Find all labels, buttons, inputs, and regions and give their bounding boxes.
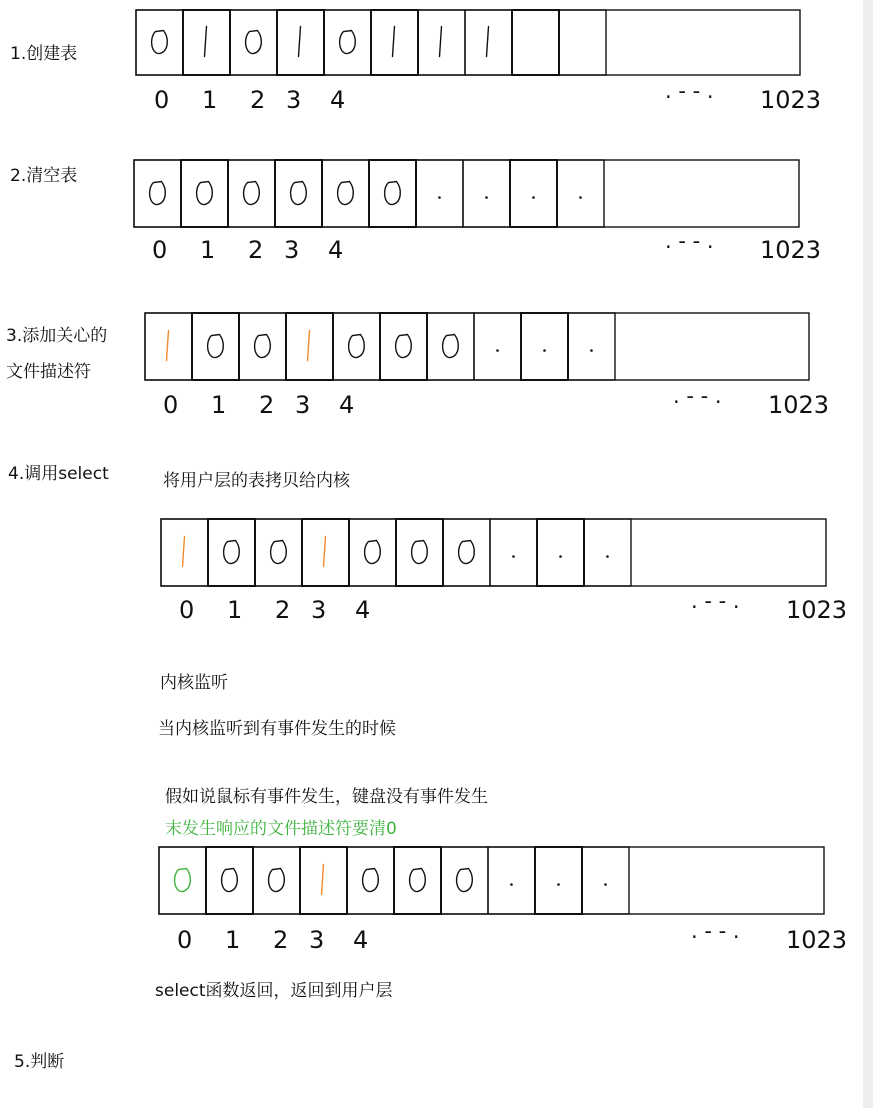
cell-value [340,31,356,54]
table-cell [535,847,582,914]
table-cell [300,847,347,914]
table-cell [253,847,300,914]
table-outline [136,10,800,75]
index-label: 3 [309,926,325,954]
index-label: 3 [295,391,311,419]
cell-value [557,883,560,886]
cell-value [396,335,412,358]
index-end-label: 1023 [786,596,848,624]
cell-value [438,196,441,199]
index-ellipsis: . - - . [665,229,714,253]
index-label: 0 [152,236,168,264]
index-label: 4 [328,236,344,264]
step-1-label: 1.创建表 [10,44,78,64]
table-cell [322,160,369,227]
table-cell [512,10,559,75]
table-cell [275,160,322,227]
table-cell [206,847,253,914]
cell-value [308,331,310,361]
cell-value [222,869,238,892]
index-label: 1 [200,236,216,264]
cell-value [457,869,473,892]
cell-value [338,182,354,205]
table-outline [161,519,826,586]
table-cell [208,519,255,586]
cell-value [579,196,582,199]
step-5-label: 5.判断 [14,1052,65,1072]
cell-value [205,27,207,57]
table-cell [371,10,418,75]
table-cell [465,10,512,75]
index-label: 4 [339,391,355,419]
table-cell [443,519,490,586]
table-cell [584,519,631,586]
table-cell [537,519,584,586]
cell-value [246,31,262,54]
index-ellipsis: . - - . [691,919,740,943]
table-cell [463,160,510,227]
note-on-event: 当内核监听到有事件发生的时候 [158,719,396,739]
fd-table-cleared [134,160,821,264]
cell-value [440,27,442,57]
cell-value [532,196,535,199]
cell-value [208,335,224,358]
cell-value [244,182,260,205]
fd-table-added [145,313,829,419]
cell-value [322,865,324,895]
table-cell [369,160,416,227]
index-label: 4 [353,926,369,954]
index-label: 2 [273,926,289,954]
table-cell [277,10,324,75]
table-cell [183,10,230,75]
cell-value [150,182,166,205]
cell-value [412,541,428,564]
fd-table-returned [159,847,847,954]
index-label: 0 [179,596,195,624]
note-copy-to-kernel: 将用户层的表拷贝给内核 [163,471,350,491]
table-cell [380,313,427,380]
fd-table-created [136,10,821,114]
index-label: 3 [311,596,327,624]
index-label: 2 [250,86,266,114]
cell-value [443,335,459,358]
index-label: 1 [225,926,241,954]
cell-value [175,869,191,892]
cell-value [604,883,607,886]
table-outline [159,847,824,914]
index-ellipsis: . - - . [665,79,714,103]
cell-value [410,869,426,892]
index-label: 1 [211,391,227,419]
cell-value [487,27,489,57]
step-3-label-line1: 3.添加关心的 [6,326,108,346]
fd-table-copied [161,519,847,624]
index-end-label: 1023 [760,236,822,264]
cell-value [183,537,185,567]
cell-value [255,335,271,358]
table-cell [134,160,181,227]
table-cell [239,313,286,380]
index-label: 4 [330,86,346,114]
cell-value [271,541,287,564]
table-cell [161,519,208,586]
cell-value [559,555,562,558]
note-mouse-event: 假如说鼠标有事件发生，键盘没有事件发生 [165,787,488,807]
table-cell [136,10,183,75]
cell-value [393,27,395,57]
note-kernel-listen: 内核监听 [160,673,228,693]
cell-value [291,182,307,205]
index-ellipsis: . - - . [673,384,722,408]
cell-value [485,196,488,199]
cell-value [365,541,381,564]
cell-value [590,349,593,352]
table-cell [255,519,302,586]
step-2-label: 2.清空表 [10,166,78,186]
cell-value [459,541,475,564]
note-select-return: select函数返回，返回到用户层 [155,981,393,1001]
cell-value [385,182,401,205]
index-label: 0 [163,391,179,419]
index-end-label: 1023 [786,926,848,954]
note-clear-unresponsive: 末发生响应的文件描述符要清0 [165,819,397,839]
cell-value [152,31,168,54]
cell-value [197,182,213,205]
cell-value [167,331,169,361]
table-cell [302,519,349,586]
table-cell [347,847,394,914]
index-label: 4 [355,596,371,624]
index-end-label: 1023 [768,391,830,419]
step-4-label: 4.调用select [8,464,109,484]
table-cell [181,160,228,227]
table-cell [557,160,604,227]
index-label: 1 [227,596,243,624]
table-cell [333,313,380,380]
cell-value [510,883,513,886]
table-cell [396,519,443,586]
index-label: 0 [177,926,193,954]
table-cell [394,847,441,914]
cell-value [606,555,609,558]
table-cell [427,313,474,380]
cell-value [299,27,301,57]
table-cell [521,313,568,380]
cell-value [224,541,240,564]
table-cell [488,847,535,914]
cell-value [512,555,515,558]
cell-value [543,349,546,352]
index-label: 2 [259,391,275,419]
table-cell [490,519,537,586]
index-ellipsis: . - - . [691,589,740,613]
index-label: 0 [154,86,170,114]
table-cell [349,519,396,586]
cell-value [363,869,379,892]
table-cell [568,313,615,380]
index-label: 1 [202,86,218,114]
table-cell [192,313,239,380]
table-cell [324,10,371,75]
table-cell [228,160,275,227]
table-outline [145,313,809,380]
step-3-label-line2: 文件描述符 [6,362,91,382]
table-cell [145,313,192,380]
table-cell [559,10,606,75]
table-cell [582,847,629,914]
table-cell [230,10,277,75]
table-cell [159,847,206,914]
index-label: 3 [286,86,302,114]
table-cell [510,160,557,227]
index-label: 3 [284,236,300,264]
cell-value [349,335,365,358]
cell-value [496,349,499,352]
index-label: 2 [248,236,264,264]
index-end-label: 1023 [760,86,822,114]
table-cell [474,313,521,380]
cell-value [269,869,285,892]
table-outline [134,160,799,227]
cell-value [324,537,326,567]
table-cell [286,313,333,380]
index-label: 2 [275,596,291,624]
table-cell [418,10,465,75]
table-cell [441,847,488,914]
table-cell [416,160,463,227]
